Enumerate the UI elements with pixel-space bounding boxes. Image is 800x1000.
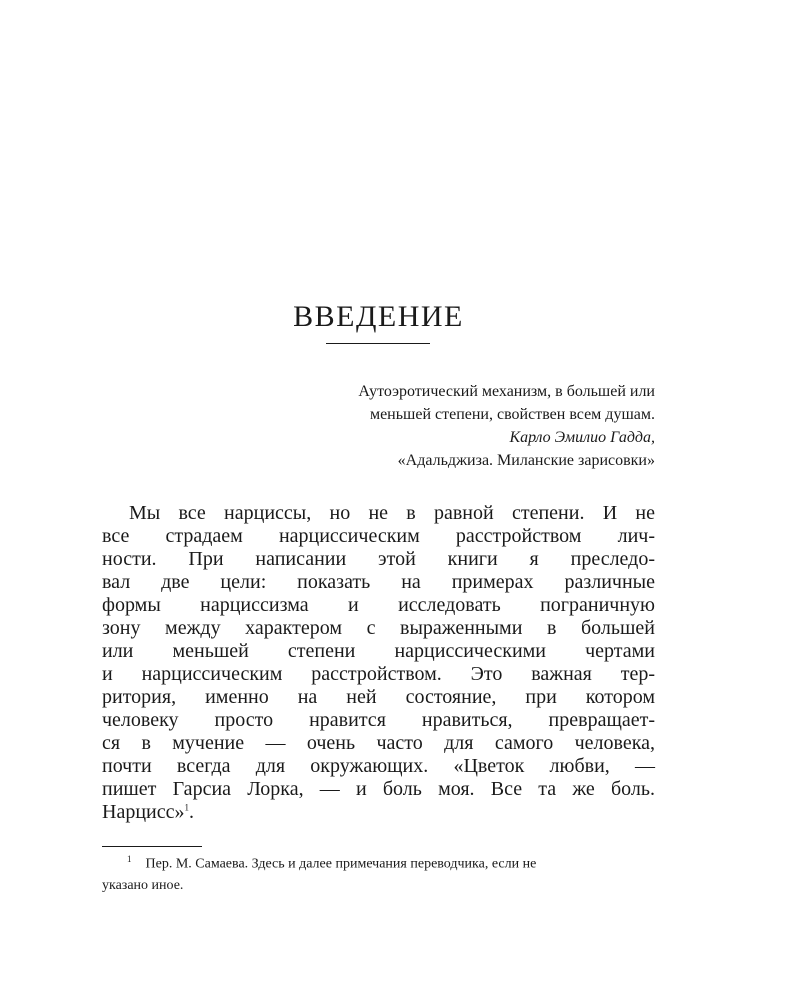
body-line-text: Нарцисс» (102, 801, 185, 823)
body-paragraph (102, 502, 655, 824)
body-line: и нарциссическим расстройством. Это важная тер- (102, 663, 655, 685)
body-line: ритория, именно на ней состояние, при котором (102, 686, 655, 708)
footnote-line (102, 849, 655, 875)
footnote-separator (102, 846, 202, 847)
epigraph (200, 380, 655, 472)
footnote (102, 849, 655, 896)
body-line: человеку просто нравится нравиться, превращает- (102, 709, 655, 731)
closing-period: . (188, 801, 194, 823)
body-line: или меньшей степени нарциссическими чертами (102, 640, 655, 662)
epigraph-line: меньшей степени, свойствен всем душам. (369, 406, 655, 423)
body-line: зону между характером с выраженными в большей (102, 617, 655, 639)
body-line-last (102, 801, 655, 824)
body-line: все страдаем нарциссическим расстройством лич- (102, 525, 655, 547)
title-underline (326, 343, 430, 344)
body-line: вал две цели: показать на примерах различные (102, 571, 655, 593)
footnote-reference[interactable]: 1 (184, 802, 189, 813)
body-line: Мы все нарциссы, но не в равной степени. И не (129, 502, 655, 524)
epigraph-source: «Адальджиза. Миланские зарисовки» (397, 452, 655, 469)
epigraph-author: Карло Эмилио Гадда, (509, 429, 655, 446)
body-line: ся в мучение — очень часто для самого человека, (102, 732, 655, 754)
footnote-text: Пер. М. Самаева. Здесь и далее примечания переводчика, если не (145, 856, 537, 872)
footnote-line: указано иное. (102, 877, 184, 893)
body-line: пишет Гарсиа Лорка, — и боль моя. Все та же боль. (102, 778, 655, 800)
body-line: формы нарциссизма и исследовать пограничную (102, 594, 655, 616)
chapter-title: ВВЕДЕНИЕ (293, 300, 464, 333)
body-line: почти всегда для окружающих. «Цветок любви, — (102, 755, 655, 777)
body-line: ности. При написании этой книги я преследо- (102, 548, 655, 570)
epigraph-line: Аутоэротический механизм, в большей или (358, 383, 655, 400)
footnote-marker: 1 (127, 854, 132, 864)
